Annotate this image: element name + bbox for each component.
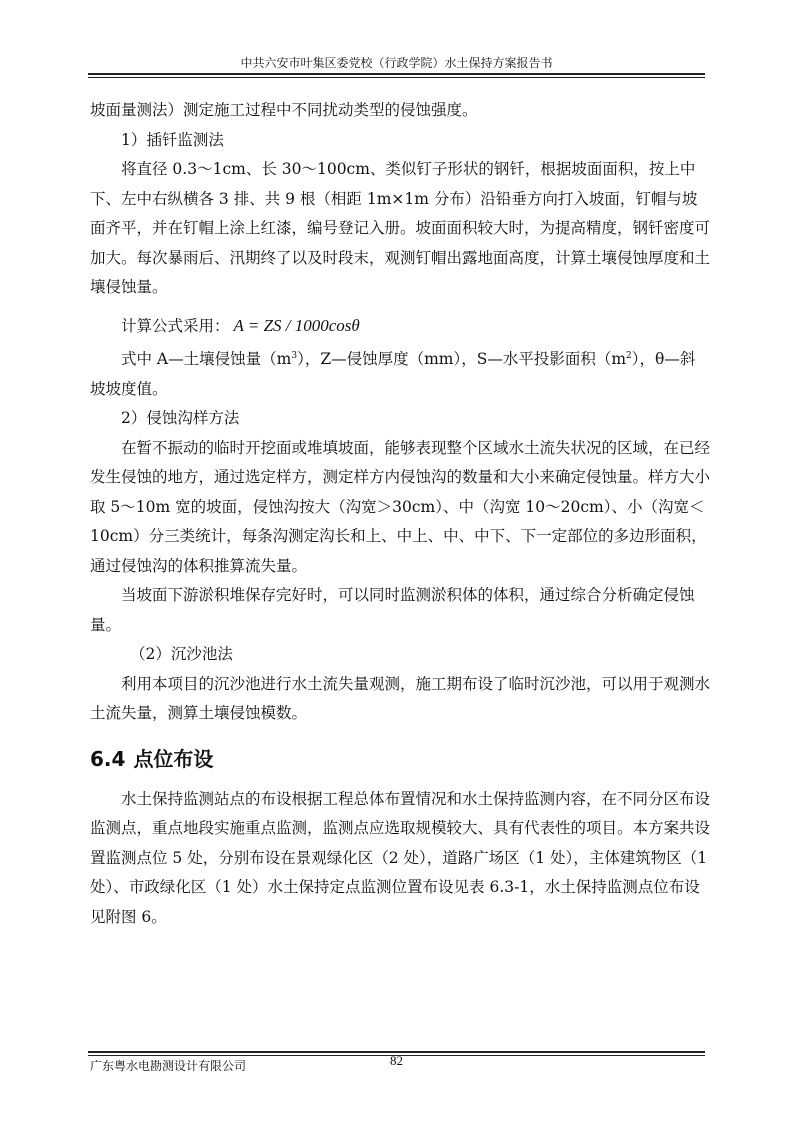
page-body	[90, 96, 710, 932]
paragraph-variables	[90, 345, 710, 404]
paragraph-pin-method: 将直径 0.3～1cm、长 30～100cm、类似钉子形状的钢钎，根据坡面面积，按上中下、左中右纵横各 3 排、共 9 根（相距 1m×1m 分布）沿铅垂方向打入坡面，钉帽与坡面齐平，并在钉帽上涂上红漆，编号登记入册。坡面面积较大时，为提高精度，钢钎密度可加大。每次暴雨后、汛期终了以及时段末，观测钉帽出露地面高度，计算土壤侵蚀厚度和土壤侵蚀量。	[90, 160, 711, 296]
formula-line	[90, 311, 710, 342]
running-header: 中共六安市叶集区委党校（行政学院）水土保持方案报告书	[240, 56, 553, 70]
section-number: 6.4	[90, 746, 126, 771]
unit-superscript-3: 3	[291, 350, 298, 361]
footer-company: 广东粤水电勘测设计有限公司	[90, 1059, 247, 1073]
subheading-pin-method: 1）插钎监测法	[121, 130, 224, 149]
variables-text-c: ），θ—斜坡坡度值。	[90, 350, 696, 398]
paragraph-continuation: 坡面量测法）测定施工过程中不同扰动类型的侵蚀强度。	[90, 101, 478, 119]
paragraph-gully-method-1: 在暂不振动的临时开挖面或堆填坡面，能够表现整个区域水土流失状况的区域，在已经发生侵蚀的地方，通过选定样方，测定样方内侵蚀沟的数量和大小来确定侵蚀量。样方大小取 5～10m 宽的坡面，侵蚀沟按大（沟宽＞30cm）、中（沟宽 10～20cm）、小（沟宽＜10cm）分三类统计，每条沟测定沟长和上、中上、中、中下、下一定部位的多边形面积，通过侵蚀沟的体积推算流失量。	[90, 438, 711, 575]
variables-text-b: ），Z—侵蚀厚度（mm），S—水平投影面积（m	[297, 350, 627, 368]
paragraph-sediment-basin: 利用本项目的沉沙池进行水土流失量观测，施工期布设了临时沉沙池，可以用于观测水土流失量，测算土壤侵蚀模数。	[90, 674, 711, 722]
subheading-gully-method: 2）侵蚀沟样方法	[121, 409, 240, 427]
header-rule-thin	[88, 77, 705, 78]
variables-text-a: 式中 A—土壤侵蚀量（m	[121, 350, 292, 368]
section-heading	[90, 743, 710, 775]
paragraph-section-body: 水土保持监测站点的布设根据工程总体布置情况和水土保持监测内容，在不同分区布设监测点，重点地段实施重点监测，监测点应选取规模较大、具有代表性的项目。本方案共设置监测点位 5 处，分别布设在景观绿化区（2 处），道路广场区（1 处），主体建筑物区（1 处）、市政绿化区（1 处）水土保持定点监测位置布设见表 6.3-1，水土保持监测点位布设见附图 6。	[90, 789, 711, 926]
section-title: 点位布设	[133, 746, 214, 771]
unit-superscript-2: 2	[626, 350, 632, 361]
formula-label: 计算公式采用：	[121, 316, 230, 335]
page-number: 82	[390, 1053, 403, 1068]
paragraph-gully-method-2: 当坡面下游淤积堆保存完好时，可以同时监测淤积体的体积，通过综合分析确定侵蚀量。	[90, 586, 695, 634]
subheading-sediment-basin: （2）沉沙池法	[130, 645, 233, 663]
formula: A = ZS / 1000cosθ	[233, 315, 360, 335]
header-rule-thick	[88, 73, 705, 75]
